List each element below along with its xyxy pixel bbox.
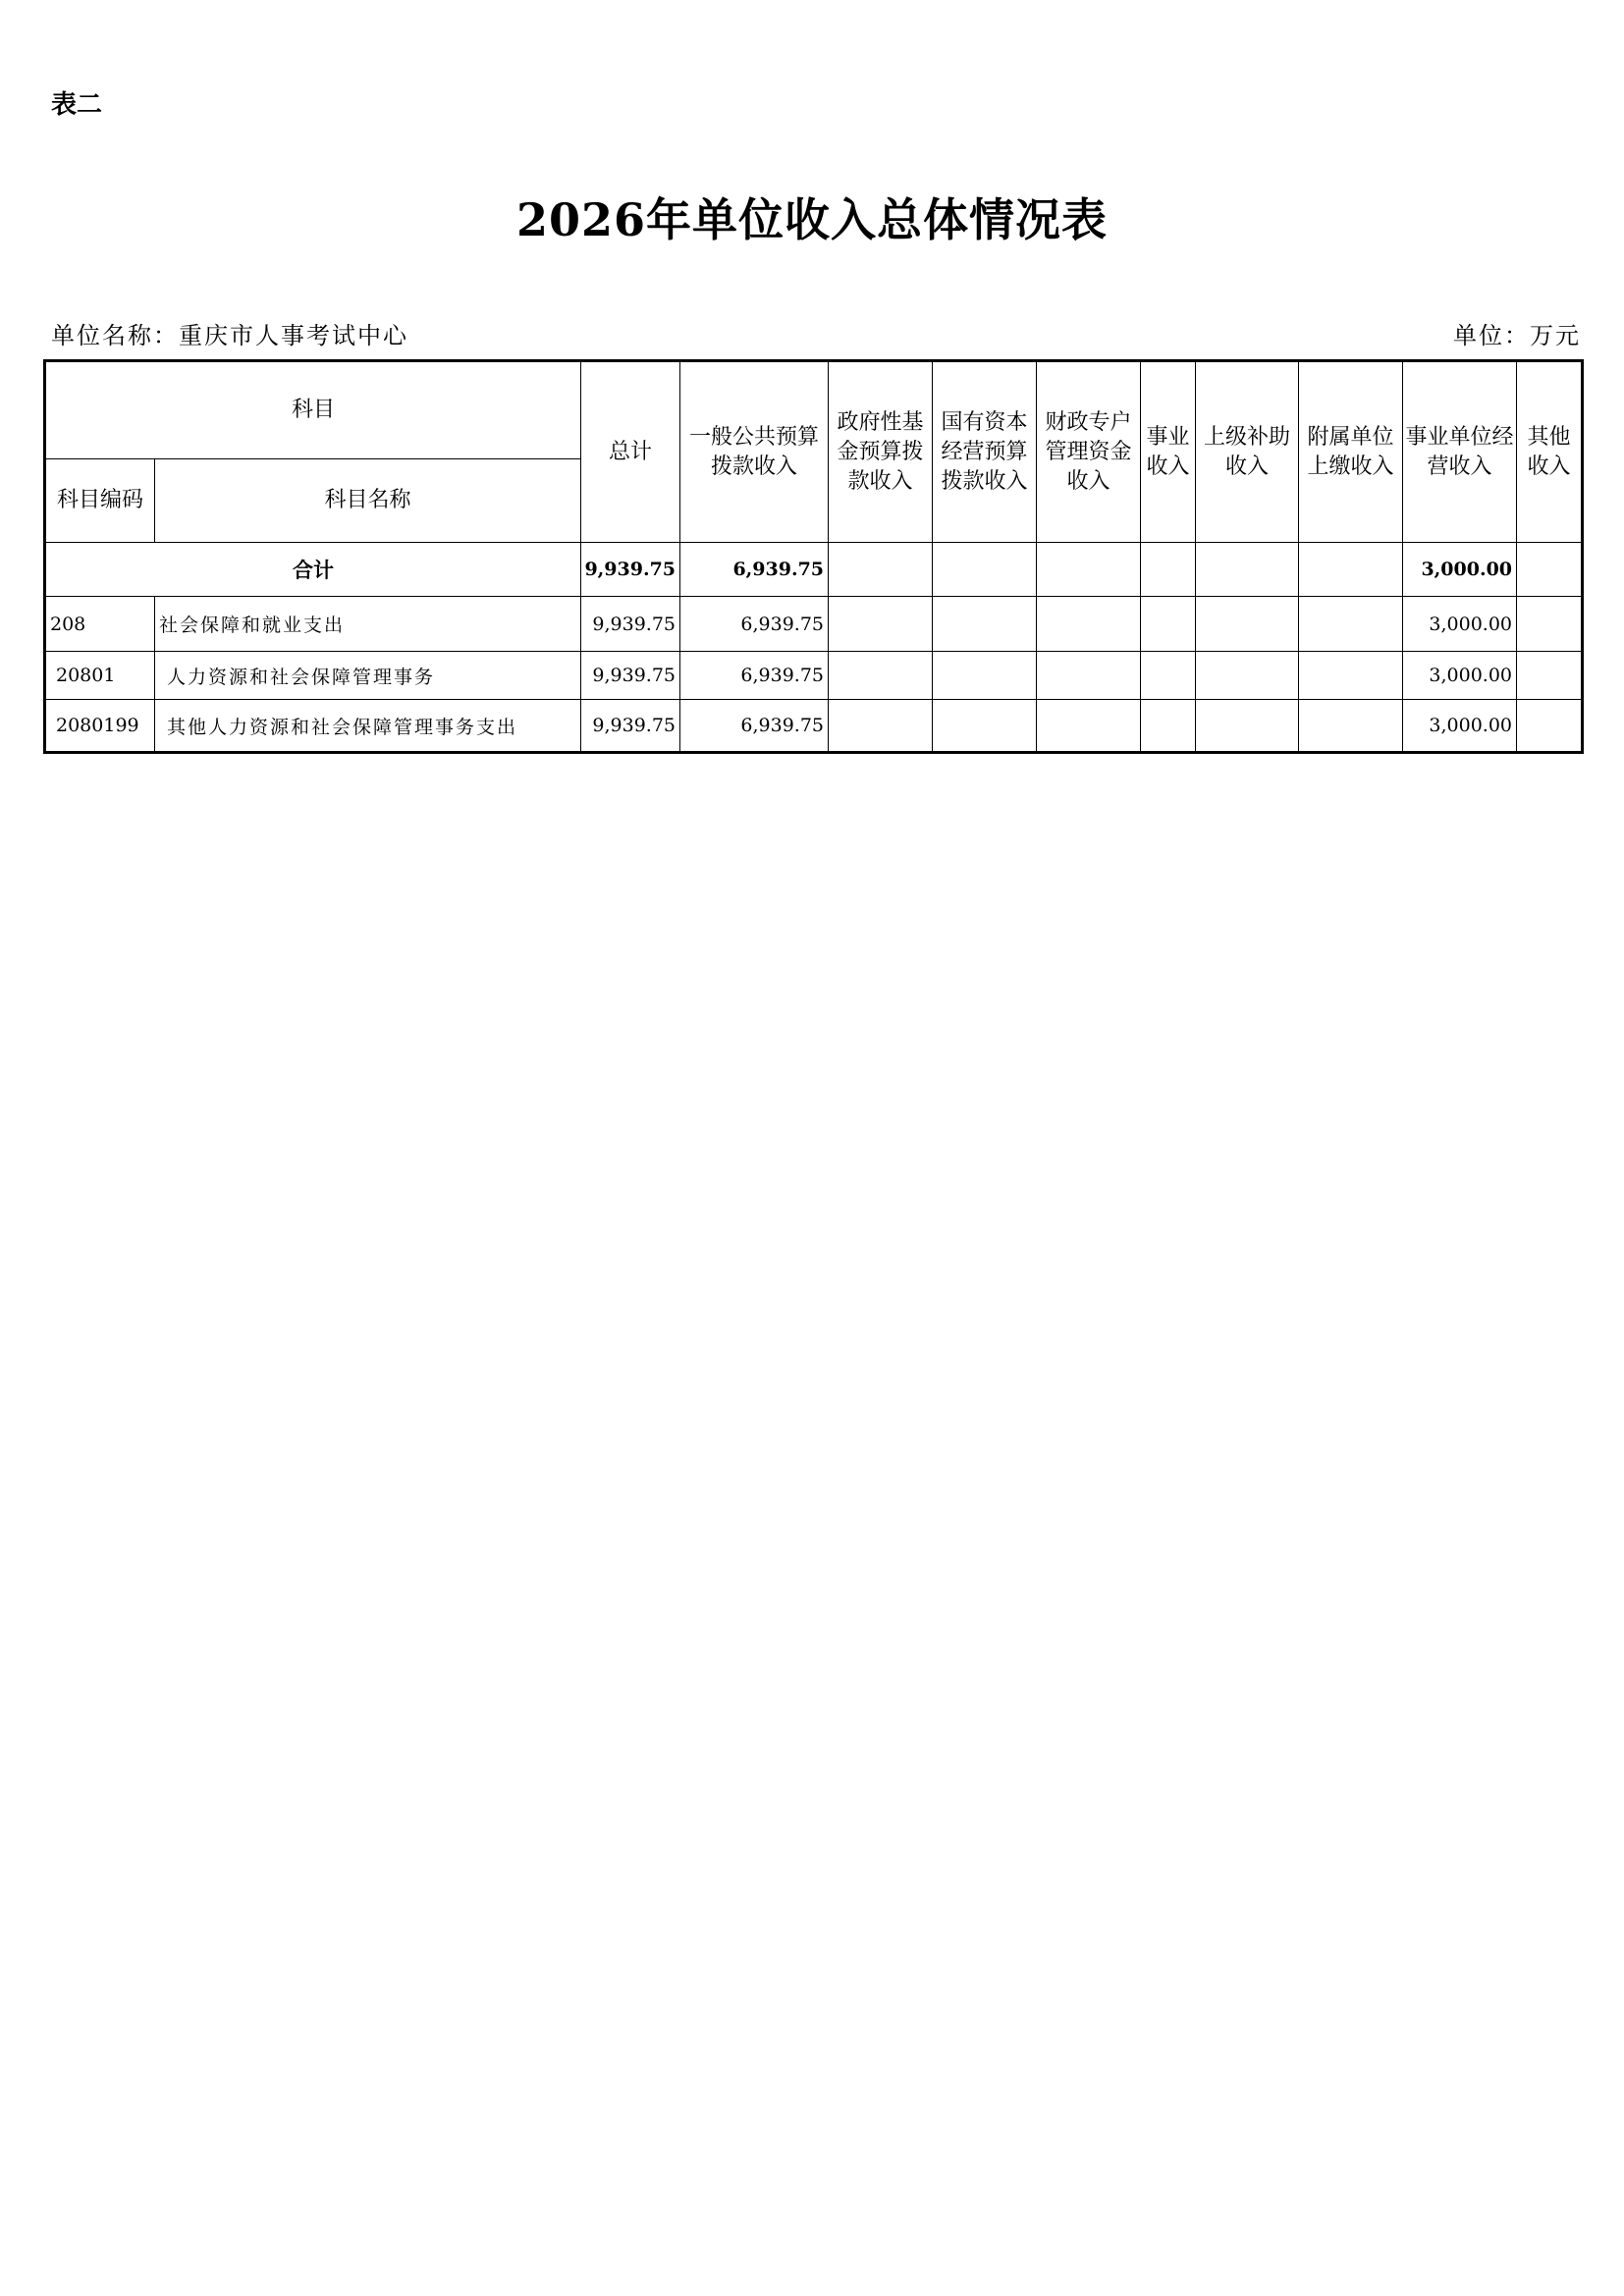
row-cell: 9,939.75 [581,700,680,753]
total-cell [1299,543,1403,597]
header-subject: 科目 [45,361,581,459]
row-cell [1299,700,1403,753]
row-cell [1141,700,1196,753]
row-cell [1141,652,1196,700]
row-cell [1037,597,1141,652]
header-other-income: 其他收入 [1517,361,1583,543]
row-cell [1299,652,1403,700]
total-cell [1037,543,1141,597]
row-cell [933,700,1037,753]
header-fiscal-account: 财政专户管理资金收入 [1037,361,1141,543]
income-table [43,359,1584,754]
total-row [45,543,1583,597]
header-general-budget: 一般公共预算拨款收入 [680,361,829,543]
total-cell: 3,000.00 [1403,543,1517,597]
total-label: 合计 [45,543,581,597]
row-cell [829,700,933,753]
meta-row [51,316,1581,351]
row-cell: 6,939.75 [680,652,829,700]
row-name: 人力资源和社会保障管理事务 [155,652,581,700]
table-tag: 表二 [51,90,103,120]
total-cell [1196,543,1299,597]
row-cell [829,597,933,652]
row-code: 208 [45,597,155,652]
header-subject-code: 科目编码 [45,459,155,543]
page-title: 2026年单位收入总体情况表 [515,193,1109,246]
row-cell [1517,597,1583,652]
header-row-top [45,361,1583,459]
row-cell [1517,652,1583,700]
header-total: 总计 [581,361,680,543]
row-cell [1037,700,1141,753]
total-cell: 9,939.75 [581,543,680,597]
unit-name: 单位名称：重庆市人事考试中心 [51,322,408,349]
row-cell [933,597,1037,652]
total-cell: 6,939.75 [680,543,829,597]
total-cell [933,543,1037,597]
header-superior-subsidy: 上级补助收入 [1196,361,1299,543]
row-cell [933,652,1037,700]
header-subject-name: 科目名称 [155,459,581,543]
row-name: 社会保障和就业支出 [155,597,581,652]
row-cell [1196,652,1299,700]
row-name: 其他人力资源和社会保障管理事务支出 [155,700,581,753]
total-cell [829,543,933,597]
row-cell: 3,000.00 [1403,597,1517,652]
row-cell: 9,939.75 [581,597,680,652]
row-cell [1037,652,1141,700]
row-code: 20801 [45,652,155,700]
row-cell [1196,700,1299,753]
header-business-income: 事业收入 [1141,361,1196,543]
table-row [45,652,1583,700]
header-affiliated-remit: 附属单位上缴收入 [1299,361,1403,543]
unit-label: 单位：万元 [1453,322,1581,349]
row-cell [1299,597,1403,652]
row-cell: 6,939.75 [680,597,829,652]
total-cell [1517,543,1583,597]
table-row [45,700,1583,753]
row-cell: 3,000.00 [1403,652,1517,700]
table-row [45,597,1583,652]
header-operating-income: 事业单位经营收入 [1403,361,1517,543]
row-cell: 9,939.75 [581,652,680,700]
header-state-capital: 国有资本经营预算拨款收入 [933,361,1037,543]
row-code: 2080199 [45,700,155,753]
row-cell [1141,597,1196,652]
row-cell [1196,597,1299,652]
header-gov-fund: 政府性基金预算拨款收入 [829,361,933,543]
row-cell: 6,939.75 [680,700,829,753]
total-cell [1141,543,1196,597]
row-cell [1517,700,1583,753]
row-cell [829,652,933,700]
row-cell: 3,000.00 [1403,700,1517,753]
